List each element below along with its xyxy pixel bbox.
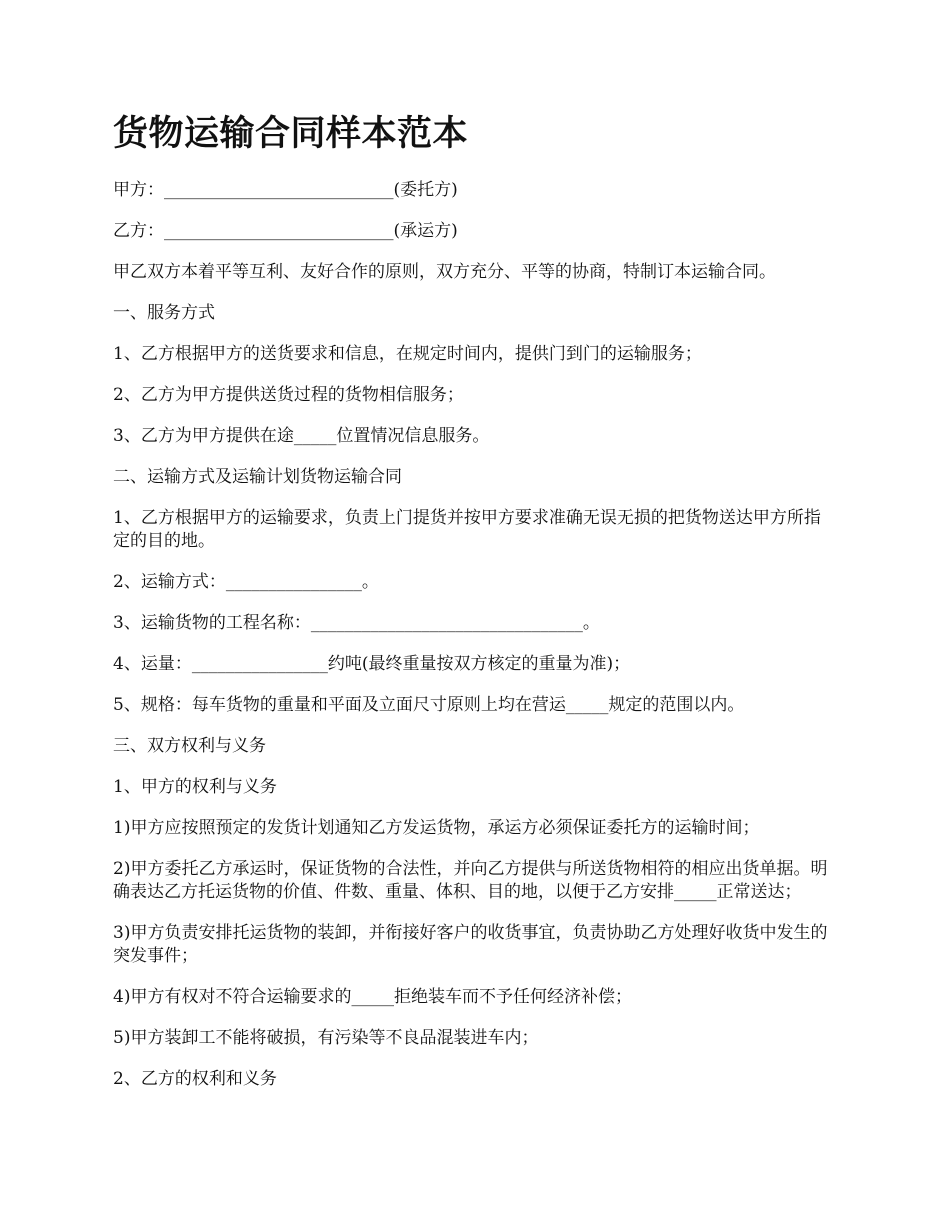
section-heading-transport: 二、运输方式及运输计划货物运输合同 bbox=[113, 467, 402, 487]
service-clause-3: 3、乙方为甲方提供在途_____位置情况信息服务。 bbox=[113, 426, 490, 446]
document-title: 货物运输合同样本范本 bbox=[113, 114, 469, 154]
transport-clause-4: 4、运量：________________约吨(最终重量按双方核定的重量为准)； bbox=[113, 654, 631, 674]
subsection-heading-party-b: 2、乙方的权利和义务 bbox=[113, 1069, 277, 1089]
party-a-clause-1: 1)甲方应按照预定的发货计划通知乙方发运货物，承运方必须保证委托方的运输时间； bbox=[113, 818, 760, 838]
party-b-line: 乙方：___________________________(承运方) bbox=[113, 221, 458, 241]
subsection-heading-party-a: 1、甲方的权利与义务 bbox=[113, 777, 277, 797]
party-a-line: 甲方：___________________________(委托方) bbox=[113, 180, 458, 200]
transport-clause-2: 2、运输方式：________________。 bbox=[113, 572, 379, 592]
section-heading-rights: 三、双方权利与义务 bbox=[113, 736, 266, 756]
intro-paragraph: 甲乙双方本着平等互利、友好合作的原则，双方充分、平等的协商，特制订本运输合同。 bbox=[113, 262, 776, 282]
transport-clause-5: 5、规格：每车货物的重量和平面及立面尺寸原则上均在营运_____规定的范围以内。 bbox=[113, 695, 745, 715]
party-a-clause-2: 2)甲方委托乙方承运时，保证货物的合法性，并向乙方提供与所送货物相符的相应出货单据。明确表达乙方托运货物的价值、件数、重量、体积、目的地，以便于乙方安排_____正常送达； bbox=[113, 859, 828, 902]
service-clause-2: 2、乙方为甲方提供送货过程的货物相信服务； bbox=[113, 385, 464, 405]
service-clause-1: 1、乙方根据甲方的送货要求和信息，在规定时间内，提供门到门的运输服务； bbox=[113, 344, 702, 364]
transport-clause-3: 3、运输货物的工程名称：________________________________。 bbox=[113, 613, 600, 633]
section-heading-service: 一、服务方式 bbox=[113, 303, 215, 323]
party-a-clause-4: 4)甲方有权对不符合运输要求的_____拒绝装车而不予任何经济补偿； bbox=[113, 987, 632, 1007]
party-a-clause-3: 3)甲方负责安排托运货物的装卸，并衔接好客户的收货事宜，负责协助乙方处理好收货中发生的突发事件； bbox=[113, 923, 828, 966]
party-a-clause-5: 5)甲方装卸工不能将破损，有污染等不良品混装进车内； bbox=[113, 1028, 539, 1048]
transport-clause-1: 1、乙方根据甲方的运输要求，负责上门提货并按甲方要求准确无误无损的把货物送达甲方所指定的目的地。 bbox=[113, 508, 821, 551]
document-body bbox=[113, 112, 835, 1109]
